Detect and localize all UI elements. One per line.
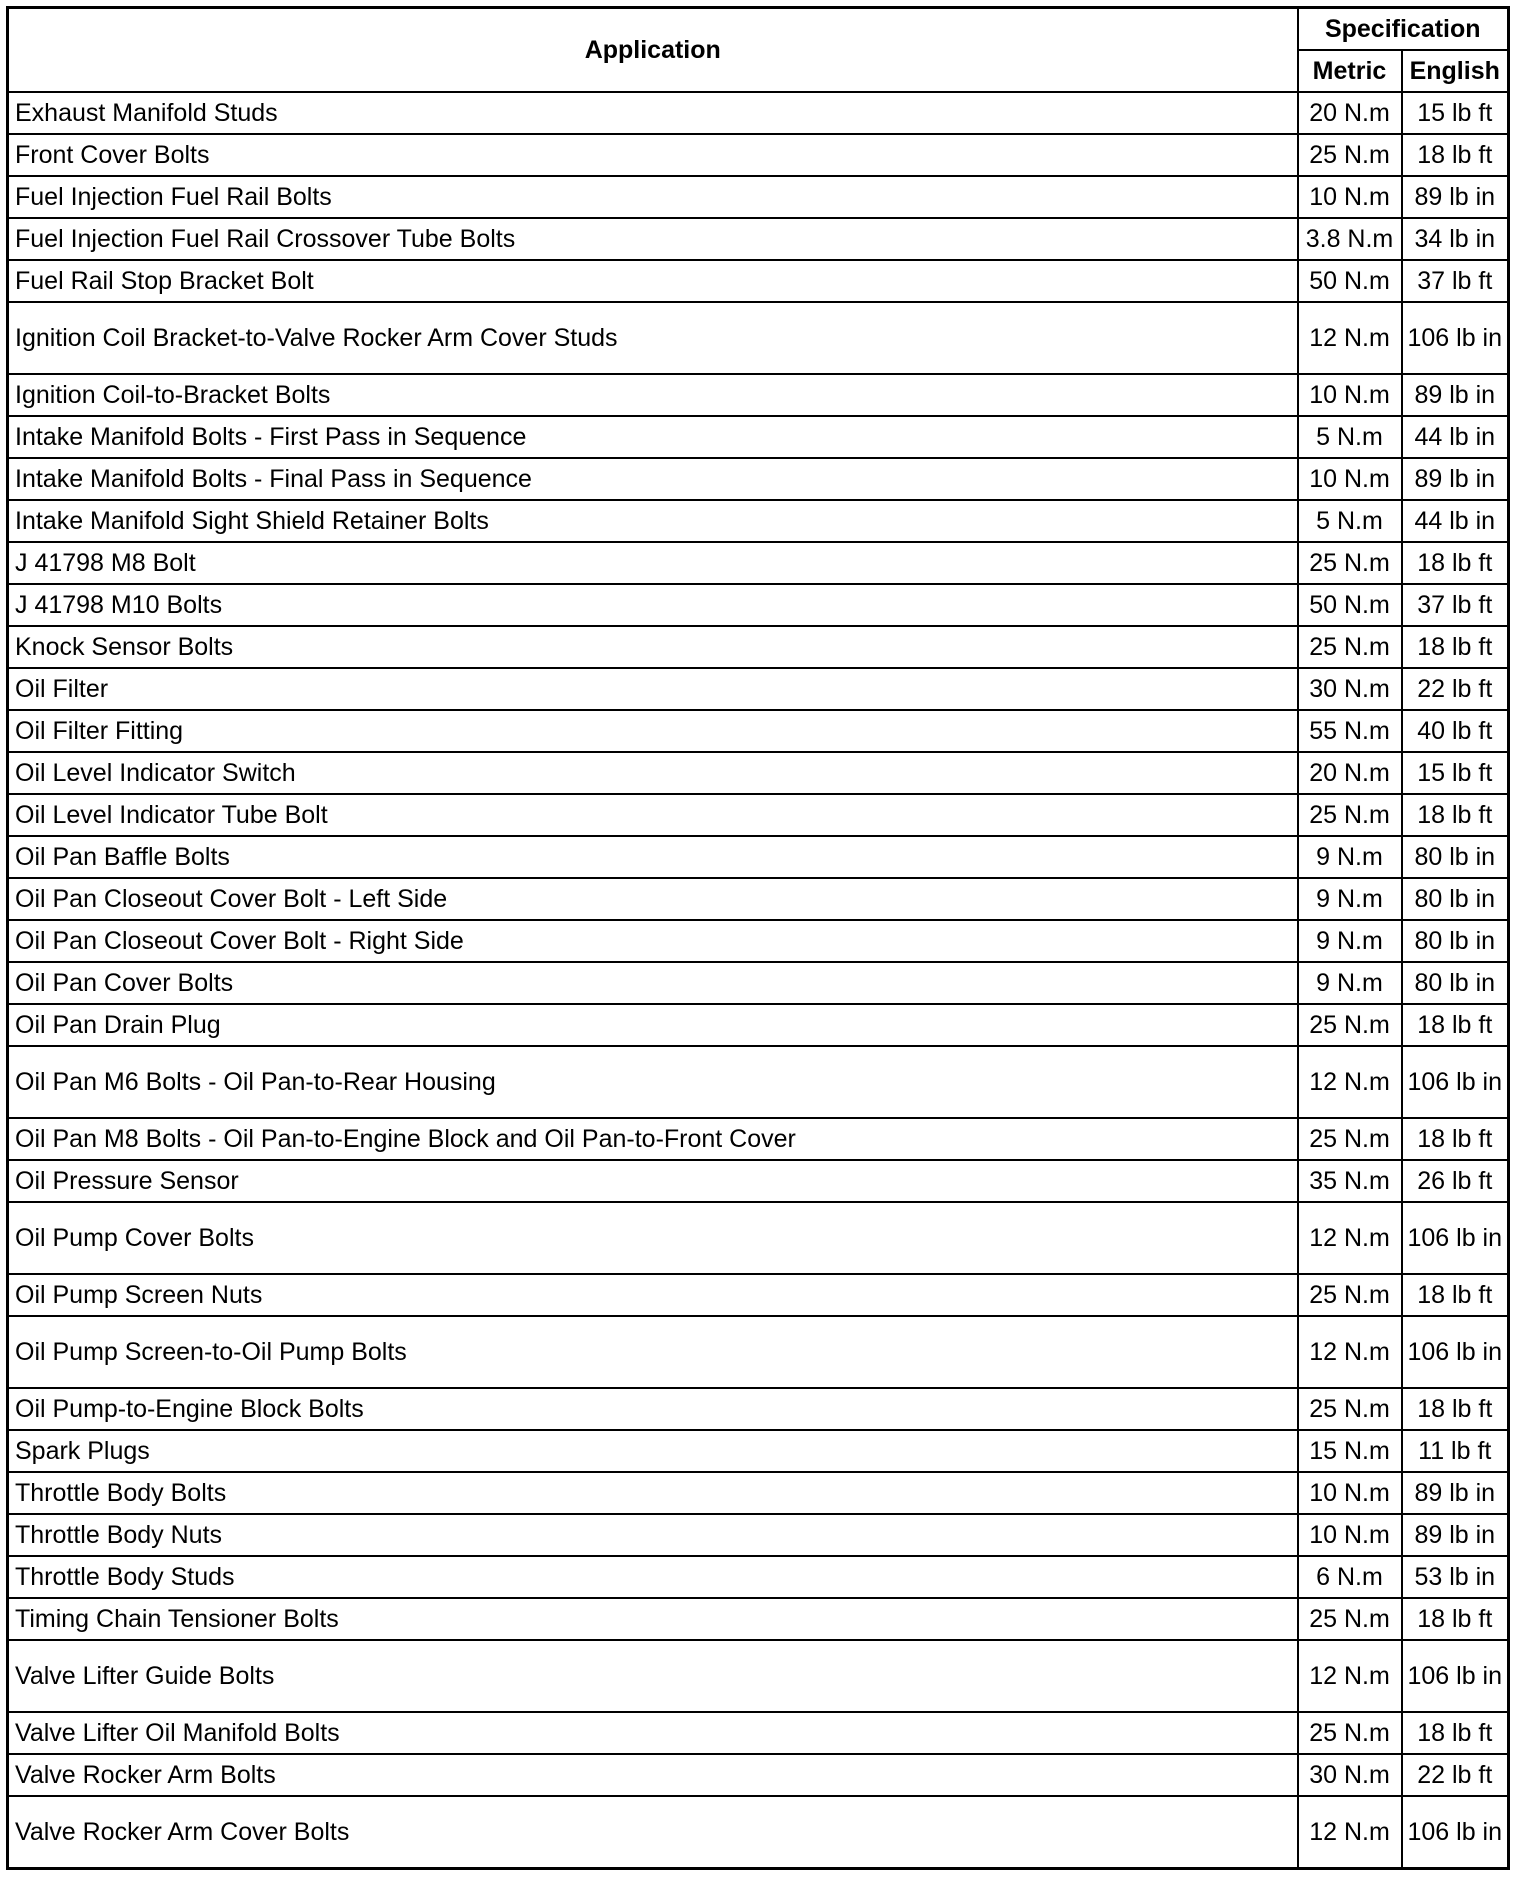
application-cell: Exhaust Manifold Studs (8, 92, 1298, 134)
metric-cell: 30 N.m (1298, 1754, 1402, 1796)
english-cell: 18 lb ft (1402, 1598, 1509, 1640)
table-row (8, 920, 1509, 962)
table-row (8, 1598, 1509, 1640)
application-cell: Valve Lifter Oil Manifold Bolts (8, 1712, 1298, 1754)
metric-cell: 12 N.m (1298, 1202, 1402, 1274)
table-row (8, 1316, 1509, 1388)
table-row (8, 1274, 1509, 1316)
application-cell: Fuel Rail Stop Bracket Bolt (8, 260, 1298, 302)
metric-cell: 12 N.m (1298, 1316, 1402, 1388)
english-cell: 18 lb ft (1402, 1712, 1509, 1754)
metric-cell: 10 N.m (1298, 374, 1402, 416)
english-cell: 106 lb in (1402, 1796, 1509, 1869)
table-row (8, 176, 1509, 218)
metric-header: Metric (1298, 50, 1402, 92)
english-cell: 34 lb in (1402, 218, 1509, 260)
application-cell: Oil Pan M6 Bolts - Oil Pan-to-Rear Housing (8, 1046, 1298, 1118)
header-row-top (8, 8, 1509, 51)
application-cell: Oil Level Indicator Switch (8, 752, 1298, 794)
table-row (8, 302, 1509, 374)
english-cell: 106 lb in (1402, 1202, 1509, 1274)
table-row (8, 1754, 1509, 1796)
english-cell: 15 lb ft (1402, 752, 1509, 794)
metric-cell: 10 N.m (1298, 176, 1402, 218)
english-cell: 89 lb in (1402, 458, 1509, 500)
english-cell: 89 lb in (1402, 1472, 1509, 1514)
english-cell: 89 lb in (1402, 1514, 1509, 1556)
application-cell: J 41798 M8 Bolt (8, 542, 1298, 584)
table-row (8, 1556, 1509, 1598)
application-cell: Oil Pan M8 Bolts - Oil Pan-to-Engine Block and Oil Pan-to-Front Cover (8, 1118, 1298, 1160)
application-cell: Ignition Coil Bracket-to-Valve Rocker Arm Cover Studs (8, 302, 1298, 374)
table-row (8, 584, 1509, 626)
metric-cell: 55 N.m (1298, 710, 1402, 752)
application-cell: J 41798 M10 Bolts (8, 584, 1298, 626)
english-cell: 18 lb ft (1402, 1274, 1509, 1316)
application-cell: Oil Pan Closeout Cover Bolt - Right Side (8, 920, 1298, 962)
metric-cell: 50 N.m (1298, 584, 1402, 626)
application-cell: Knock Sensor Bolts (8, 626, 1298, 668)
table-row (8, 836, 1509, 878)
table-row (8, 1004, 1509, 1046)
metric-cell: 10 N.m (1298, 1514, 1402, 1556)
application-cell: Oil Pan Baffle Bolts (8, 836, 1298, 878)
table-row (8, 218, 1509, 260)
table-row (8, 134, 1509, 176)
table-row (8, 1796, 1509, 1869)
application-cell: Oil Pan Cover Bolts (8, 962, 1298, 1004)
application-cell: Oil Pump-to-Engine Block Bolts (8, 1388, 1298, 1430)
metric-cell: 15 N.m (1298, 1430, 1402, 1472)
english-cell: 53 lb in (1402, 1556, 1509, 1598)
english-cell: 22 lb ft (1402, 668, 1509, 710)
english-cell: 106 lb in (1402, 302, 1509, 374)
application-cell: Oil Pump Screen-to-Oil Pump Bolts (8, 1316, 1298, 1388)
application-cell: Throttle Body Studs (8, 1556, 1298, 1598)
table-row (8, 1160, 1509, 1202)
metric-cell: 25 N.m (1298, 1388, 1402, 1430)
application-cell: Oil Pan Drain Plug (8, 1004, 1298, 1046)
table-row (8, 1430, 1509, 1472)
table-row (8, 1712, 1509, 1754)
table-row (8, 1640, 1509, 1712)
metric-cell: 9 N.m (1298, 836, 1402, 878)
english-cell: 11 lb ft (1402, 1430, 1509, 1472)
table-row (8, 1514, 1509, 1556)
table-row (8, 458, 1509, 500)
english-cell: 89 lb in (1402, 374, 1509, 416)
english-cell: 18 lb ft (1402, 134, 1509, 176)
metric-cell: 30 N.m (1298, 668, 1402, 710)
english-cell: 89 lb in (1402, 176, 1509, 218)
english-cell: 80 lb in (1402, 878, 1509, 920)
metric-cell: 6 N.m (1298, 1556, 1402, 1598)
english-cell: 15 lb ft (1402, 92, 1509, 134)
table-body (8, 92, 1509, 1869)
metric-cell: 10 N.m (1298, 458, 1402, 500)
application-cell: Throttle Body Nuts (8, 1514, 1298, 1556)
english-cell: 106 lb in (1402, 1046, 1509, 1118)
english-cell: 80 lb in (1402, 920, 1509, 962)
metric-cell: 25 N.m (1298, 542, 1402, 584)
metric-cell: 25 N.m (1298, 1712, 1402, 1754)
application-cell: Throttle Body Bolts (8, 1472, 1298, 1514)
metric-cell: 10 N.m (1298, 1472, 1402, 1514)
metric-cell: 25 N.m (1298, 1598, 1402, 1640)
specification-header: Specification (1298, 8, 1509, 51)
table-row (8, 416, 1509, 458)
table-row (8, 500, 1509, 542)
application-cell: Oil Filter Fitting (8, 710, 1298, 752)
table-row (8, 1046, 1509, 1118)
english-cell: 44 lb in (1402, 416, 1509, 458)
application-cell: Fuel Injection Fuel Rail Bolts (8, 176, 1298, 218)
metric-cell: 50 N.m (1298, 260, 1402, 302)
table-row (8, 626, 1509, 668)
table-row (8, 878, 1509, 920)
application-cell: Oil Pump Cover Bolts (8, 1202, 1298, 1274)
application-cell: Oil Pan Closeout Cover Bolt - Left Side (8, 878, 1298, 920)
table-row (8, 794, 1509, 836)
table-row (8, 374, 1509, 416)
english-cell: 18 lb ft (1402, 542, 1509, 584)
english-cell: 40 lb ft (1402, 710, 1509, 752)
table-row (8, 260, 1509, 302)
metric-cell: 25 N.m (1298, 626, 1402, 668)
english-cell: 26 lb ft (1402, 1160, 1509, 1202)
application-cell: Oil Pressure Sensor (8, 1160, 1298, 1202)
english-header: English (1402, 50, 1509, 92)
metric-cell: 5 N.m (1298, 500, 1402, 542)
application-cell: Front Cover Bolts (8, 134, 1298, 176)
application-header: Application (8, 8, 1298, 93)
application-cell: Oil Level Indicator Tube Bolt (8, 794, 1298, 836)
metric-cell: 25 N.m (1298, 134, 1402, 176)
metric-cell: 35 N.m (1298, 1160, 1402, 1202)
application-cell: Timing Chain Tensioner Bolts (8, 1598, 1298, 1640)
metric-cell: 12 N.m (1298, 302, 1402, 374)
application-cell: Ignition Coil-to-Bracket Bolts (8, 374, 1298, 416)
english-cell: 44 lb in (1402, 500, 1509, 542)
english-cell: 18 lb ft (1402, 1118, 1509, 1160)
torque-spec-table (6, 6, 1510, 1870)
metric-cell: 9 N.m (1298, 920, 1402, 962)
table-row (8, 1202, 1509, 1274)
table-row (8, 542, 1509, 584)
english-cell: 18 lb ft (1402, 794, 1509, 836)
english-cell: 18 lb ft (1402, 1388, 1509, 1430)
metric-cell: 12 N.m (1298, 1046, 1402, 1118)
table-row (8, 92, 1509, 134)
metric-cell: 5 N.m (1298, 416, 1402, 458)
application-cell: Oil Filter (8, 668, 1298, 710)
application-cell: Oil Pump Screen Nuts (8, 1274, 1298, 1316)
metric-cell: 25 N.m (1298, 794, 1402, 836)
metric-cell: 20 N.m (1298, 752, 1402, 794)
english-cell: 18 lb ft (1402, 626, 1509, 668)
application-cell: Valve Rocker Arm Cover Bolts (8, 1796, 1298, 1869)
table-row (8, 1118, 1509, 1160)
english-cell: 37 lb ft (1402, 260, 1509, 302)
metric-cell: 12 N.m (1298, 1640, 1402, 1712)
application-cell: Valve Rocker Arm Bolts (8, 1754, 1298, 1796)
table-row (8, 752, 1509, 794)
table-row (8, 1388, 1509, 1430)
application-cell: Intake Manifold Sight Shield Retainer Bolts (8, 500, 1298, 542)
application-cell: Intake Manifold Bolts - Final Pass in Sequence (8, 458, 1298, 500)
english-cell: 37 lb ft (1402, 584, 1509, 626)
english-cell: 80 lb in (1402, 962, 1509, 1004)
english-cell: 106 lb in (1402, 1316, 1509, 1388)
table-row (8, 962, 1509, 1004)
metric-cell: 9 N.m (1298, 878, 1402, 920)
application-cell: Spark Plugs (8, 1430, 1298, 1472)
english-cell: 22 lb ft (1402, 1754, 1509, 1796)
metric-cell: 25 N.m (1298, 1274, 1402, 1316)
application-cell: Valve Lifter Guide Bolts (8, 1640, 1298, 1712)
english-cell: 106 lb in (1402, 1640, 1509, 1712)
metric-cell: 20 N.m (1298, 92, 1402, 134)
table-row (8, 668, 1509, 710)
metric-cell: 3.8 N.m (1298, 218, 1402, 260)
english-cell: 18 lb ft (1402, 1004, 1509, 1046)
metric-cell: 12 N.m (1298, 1796, 1402, 1869)
english-cell: 80 lb in (1402, 836, 1509, 878)
table-row (8, 710, 1509, 752)
application-cell: Fuel Injection Fuel Rail Crossover Tube Bolts (8, 218, 1298, 260)
metric-cell: 25 N.m (1298, 1118, 1402, 1160)
metric-cell: 25 N.m (1298, 1004, 1402, 1046)
metric-cell: 9 N.m (1298, 962, 1402, 1004)
table-row (8, 1472, 1509, 1514)
application-cell: Intake Manifold Bolts - First Pass in Sequence (8, 416, 1298, 458)
